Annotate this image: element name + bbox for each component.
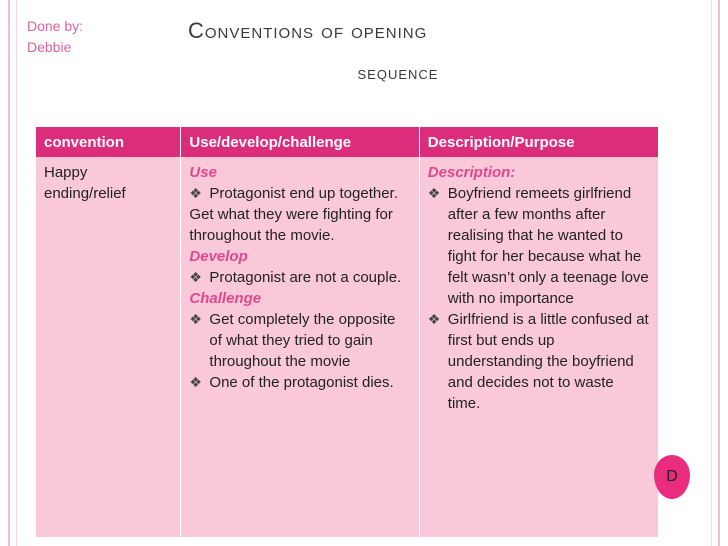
table-header-row: [36, 127, 658, 157]
list-item: ❖ Girlfriend is a little confused at first but ends up understanding the boyfriend and decides not to waste time.: [427, 311, 649, 412]
slide-badge: D: [654, 455, 690, 499]
author-credit: [27, 16, 83, 58]
use-text: Get what they were fighting for throughout the movie.: [189, 206, 393, 244]
diamond-bullet-icon: ❖: [189, 311, 202, 327]
diamond-bullet-icon: ❖: [189, 374, 202, 390]
description-list: [428, 183, 650, 414]
conventions-table: [36, 127, 658, 537]
header-convention: convention: [36, 127, 181, 157]
diamond-bullet-icon: ❖: [427, 311, 441, 327]
header-use-develop-challenge: Use/develop/challenge: [181, 127, 419, 157]
list-item: ❖ Protagonist are not a couple.: [189, 269, 402, 286]
title-line-1: Conventions of opening: [188, 18, 428, 43]
develop-list: [189, 267, 410, 288]
diamond-bullet-icon: ❖: [427, 185, 441, 201]
table-row: [36, 157, 658, 537]
title-line-2: sequence: [357, 63, 439, 83]
diamond-bullet-icon: ❖: [189, 185, 202, 201]
list-item: ❖ Protagonist end up together.: [189, 185, 398, 202]
use-develop-challenge-cell: [181, 157, 419, 537]
list-item: ❖ Boyfriend remeets girlfriend after a few months after realising that he wanted to fight for her because what he felt wasn’t only a teenage love with no importance: [427, 185, 649, 307]
challenge-list: [189, 309, 410, 393]
description-heading: Description:: [427, 164, 516, 181]
convention-cell: Happy ending/relief: [36, 157, 181, 537]
list-item: ❖ One of the protagonist dies.: [189, 374, 394, 391]
slide-title: [188, 10, 548, 94]
use-list: [189, 183, 410, 204]
author-name: Debbie: [27, 39, 72, 55]
use-heading: Use: [189, 164, 217, 181]
header-description-purpose: Description/Purpose: [419, 127, 658, 157]
description-cell: [419, 157, 658, 537]
diamond-bullet-icon: ❖: [189, 269, 202, 285]
author-label: Done by:: [27, 18, 84, 34]
develop-heading: Develop: [189, 248, 248, 265]
list-item: ❖ Get completely the opposite of what they tried to gain throughout the movie: [189, 311, 396, 370]
challenge-heading: Challenge: [189, 290, 262, 307]
